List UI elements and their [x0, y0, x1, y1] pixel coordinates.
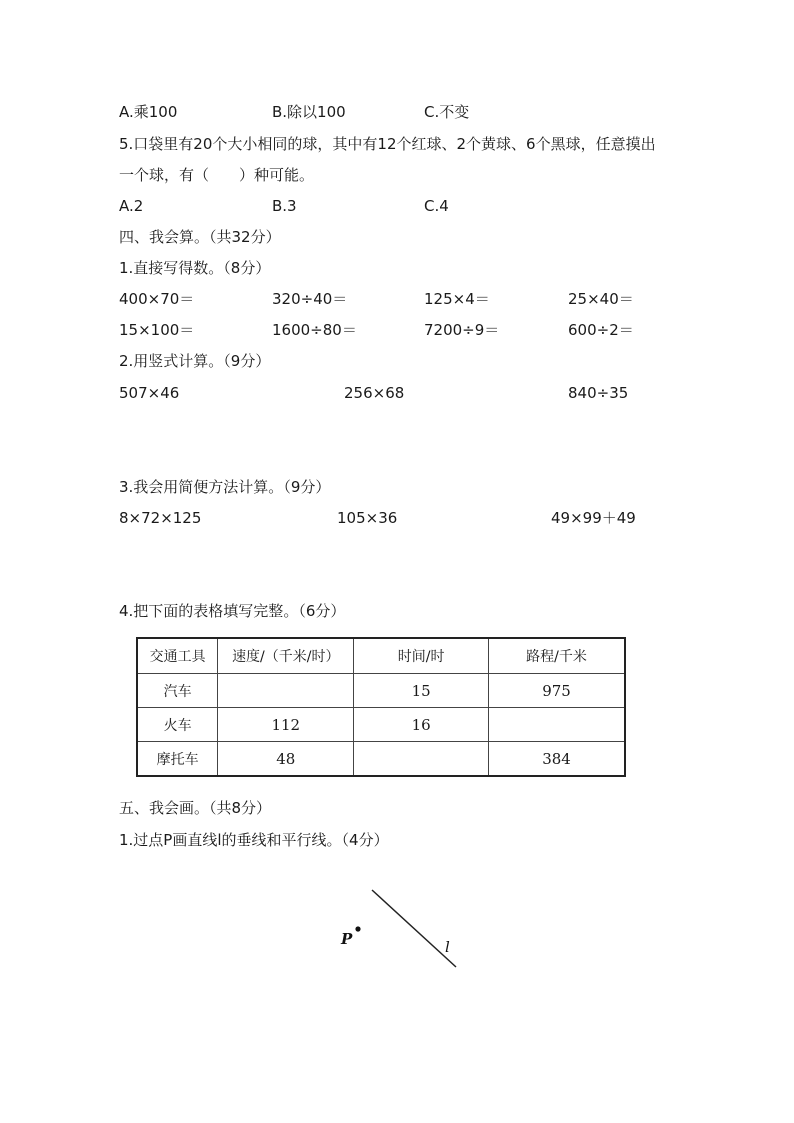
- q4-option-a: A.乘100: [119, 103, 178, 121]
- section4-title: 四、我会算。（共32分）: [119, 228, 281, 246]
- table-row: [137, 708, 625, 742]
- table-header-cell: 路程/千米: [489, 638, 625, 674]
- q5-text-line2: 一个球，有（ ）种可能。: [119, 166, 315, 184]
- perpendicular-drawing-figure: [330, 880, 470, 980]
- oral-calc-item: 1600÷80＝: [272, 321, 357, 339]
- table-cell: 15: [354, 674, 489, 708]
- table-cell: [354, 742, 489, 777]
- oral-calc-item: 7200÷9＝: [424, 321, 500, 339]
- table-header-cell: 时间/时: [354, 638, 489, 674]
- q4-option-b: B.除以100: [272, 103, 346, 121]
- table-row: [137, 674, 625, 708]
- section4-part2-title: 2.用竖式计算。（9分）: [119, 352, 271, 370]
- oral-calc-item: 125×4＝: [424, 290, 490, 308]
- point-p-label: P: [341, 930, 353, 948]
- table-cell: 汽车: [137, 674, 218, 708]
- traffic-table: [136, 637, 626, 777]
- oral-calc-item: 400×70＝: [119, 290, 195, 308]
- simple-calc-item: 49×99＋49: [551, 509, 636, 527]
- vertical-calc-item: 507×46: [119, 384, 180, 402]
- q5-option-c: C.4: [424, 197, 449, 215]
- table-header-row: [137, 638, 625, 674]
- section4-part1-title: 1.直接写得数。（8分）: [119, 259, 271, 277]
- line-l-label: l: [445, 938, 450, 956]
- section5-title: 五、我会画。（共8分）: [119, 799, 272, 817]
- q4-option-c: C.不变: [424, 103, 470, 121]
- oral-calc-item: 600÷2＝: [568, 321, 634, 339]
- table-cell: 975: [489, 674, 625, 708]
- oral-calc-item: 320÷40＝: [272, 290, 348, 308]
- q5-option-b: B.3: [272, 197, 297, 215]
- table-cell: 火车: [137, 708, 218, 742]
- simple-calc-item: 8×72×125: [119, 509, 202, 527]
- section5-part1-title: 1.过点P画直线l的垂线和平行线。（4分）: [119, 831, 389, 849]
- table-cell: 384: [489, 742, 625, 777]
- table-row: [137, 742, 625, 777]
- table-cell: 48: [218, 742, 354, 777]
- point-p: [355, 926, 360, 931]
- table-cell: [489, 708, 625, 742]
- oral-calc-item: 15×100＝: [119, 321, 195, 339]
- table-cell: [218, 674, 354, 708]
- line-l: [372, 890, 456, 967]
- section4-part3-title: 3.我会用简便方法计算。（9分）: [119, 478, 331, 496]
- q5-option-a: A.2: [119, 197, 144, 215]
- simple-calc-item: 105×36: [337, 509, 398, 527]
- section4-part4-title: 4.把下面的表格填写完整。（6分）: [119, 602, 346, 620]
- oral-calc-item: 25×40＝: [568, 290, 634, 308]
- table-cell: 16: [354, 708, 489, 742]
- vertical-calc-item: 256×68: [344, 384, 405, 402]
- table-cell: 摩托车: [137, 742, 218, 777]
- q5-text-line1: 5.口袋里有20个大小相同的球，其中有12个红球、2个黄球、6个黑球，任意摸出: [119, 135, 656, 153]
- vertical-calc-item: 840÷35: [568, 384, 629, 402]
- table-header-cell: 速度/（千米/时）: [218, 638, 354, 674]
- table-cell: 112: [218, 708, 354, 742]
- table-header-cell: 交通工具: [137, 638, 218, 674]
